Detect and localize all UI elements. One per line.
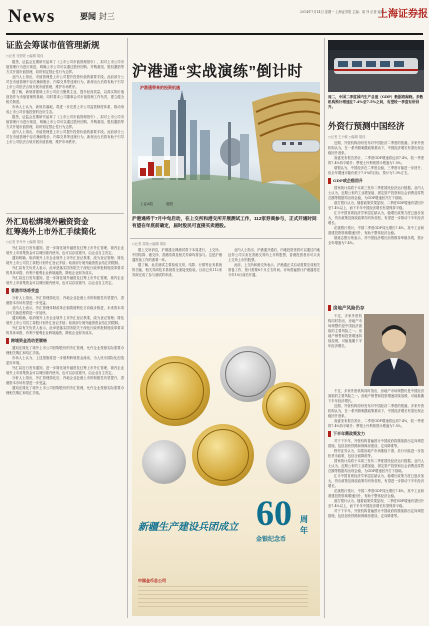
newspaper-logo: 上海证券报 [378, 9, 428, 20]
paragraph: 通知明确，取消境外上市企业境外上市外汇登记核准，改为登记管理；简化境外上市公司员工持股计划外汇登记手续；取消部分境外融资资金结汇的限制。 [6, 256, 124, 265]
center-summary: 沪港通将于7月中旬启动，在上交所和港交所开展测试工作，112家券商参与，正式开通时间有望在年底前确定，届时股民可直接买卖港股。 [132, 216, 317, 228]
silver-coin-right [266, 440, 310, 484]
paragraph: 国家统计局将于本周三发布二季度国民经济运行数据。业内人士认为，近期公布的工业增加值、固定资产投资和社会消费品零售总额等数据均出现企稳，为GDP增速回升打下基础。 [328, 459, 424, 473]
coin-sub: 金银纪念币 [256, 537, 287, 543]
paragraph: 高盛发布报告预计，二季度GDP增速将达到7.4%，较一季度的7.4%持平略升；摩根士丹利则预计增速为7.5%。 [328, 156, 424, 165]
paragraph: 据了解，新规将强调上市公司应当聚焦主业，提升经营质量，以真实的价值创造作为市值管理的基础；同时要求公司董事会对市值管理工作负责，建立健全相关制度。 [6, 90, 124, 104]
column-divider [324, 38, 325, 618]
main-headline: 沪港通“实战演练”倒计时 [132, 63, 304, 80]
skyline-illustration [132, 82, 320, 214]
tagline: 新疆生产建设兵团成立 [138, 522, 238, 533]
paragraph: 渣打银行认为，随着政策效果显现，二季度GDP增速有望回升至7.4%以上，而下半年中国经济增长有望保持平稳。 [328, 201, 424, 210]
issuer-logo: 中国金币总公司 [138, 578, 166, 583]
paragraph: 市场人士认为，上述措施将进一步便利跨境资金流动，为人民币国际化创造更好环境。 [6, 356, 124, 365]
paragraph: 德意志银行则表示，对中国经济增长前景维持审慎乐观，预计全年增速为7.4%。 [328, 236, 424, 245]
coin-ad-title [138, 492, 314, 552]
article-body [228, 248, 320, 313]
paragraph: 国家统计局将于本周三发布二季度国民经济运行数据。业内人士认为，近期公布的工业增加值、固定资产投资和社会消费品零售总额等数据均出现企稳，为GDP增速回升打下基础。 [328, 186, 424, 200]
right-headline: 外资行预测中国经济 [328, 121, 405, 131]
paragraph: 业内人士表示，外汇管理体制改革正朝着便利化方向稳步推进，未来资本项目可兑换进程将进一步加快。 [6, 306, 124, 315]
paragraph: 据上交所消息，沪港通全网测试将于本周进行，上交所、中国结算、港交所、香港结算及相关券商均将参与。这是沪港通准备工作的重要一环。 [132, 248, 222, 262]
paragraph: 外汇局近日发布通知，进一步简化境外融资及红筹上市外汇管理，境内企业境外上市募集资金可以调回境内使用，也可以存放境外，由企业自主决定。 [6, 366, 124, 375]
subheading: 下半年需政策发力 [328, 431, 424, 437]
chart-label: 港股 [166, 202, 173, 206]
section-word: News [8, 6, 56, 27]
paragraph: 对于下半年，外资机构普遍预计中国政府将继续推出定向调控措施，包括加快铁路和保障房建设、定向降准等。 [328, 509, 424, 518]
paragraph: 外汇局近日发布通知，进一步简化境外融资及红筹上市外汇管理，境内企业境外上市募集资金可以调回境内使用，也可以存放境外，由企业自主决定。 [6, 276, 124, 285]
article-headline: 外汇局松绑境外融资资金 红筹海外上市外汇手续简化 [6, 217, 96, 236]
coin-advertisement [132, 316, 320, 616]
paragraph: 外汇局近日发布通知，进一步简化境外融资及红筹上市外汇管理，境内企业境外上市募集资金可以调回境内使用，也可以存放境外，由企业自主决定。 [6, 246, 124, 255]
paragraph: 不过，多家外资机构同时指出，房地产市场调整仍是中国经济面临的主要风险之一。房地产销售和投资增速持续放缓，可能拖累下半年经济增长。 [328, 389, 424, 403]
paragraph: 花旗银行预计，中国二季度GDP同比增长7.4%，其中工业和基建投资领域增速回升，有助于整体经济企稳。 [328, 226, 424, 235]
paragraph: 此前，上交所和港交所表示，沪港通正式启动需要完成相关准备工作，预计需要6个月左右时间。市场普遍预计沪港通将在今年10月前后开通。 [228, 263, 320, 277]
fine-print [138, 586, 308, 608]
paragraph: 据悉，证监会近期研究起草了《上市公司市值管理指引》，拟对上市公司市值管理行为进行规范，明确上市公司可以通过股份回购、并购重组、股权激励等方式开展市值管理，同时划定禁止性行为边界。 [6, 115, 124, 129]
article-body [328, 389, 424, 617]
portrait-photo [364, 314, 424, 386]
paragraph: 外汇局有关负责人表示，此举是落实国务院关于深化行政审批制度改革要求的具体举措，有利于便利企业跨境融资，降低企业财务成本。 [6, 326, 124, 335]
paragraph: 渣打银行认为，随着政策效果显现，二季度GDP增速有望回升至7.4%以上，而下半年中国经济增长有望保持平稳。 [328, 499, 424, 508]
subheading: 跨境资金流动更顺畅 [6, 338, 124, 344]
subheading: 房地产风险仍存 [328, 305, 424, 312]
gold-coin-small [262, 382, 310, 430]
article-body [328, 141, 424, 301]
paragraph: 对于下半年，外资机构普遍预计中国政府将继续推出定向调控措施，包括加快铁路和保障房建设、定向降准等。 [328, 439, 424, 448]
anniversary-suffix: 周年 [300, 515, 308, 535]
article-byline: ○记者 刘翔 ○编辑 胡伟 [132, 242, 167, 246]
paragraph: 外汇局有关负责人表示，此举是落实国务院关于深化行政审批制度改革要求的具体举措，有利于便利企业跨境融资，降低企业财务成本。 [6, 266, 124, 275]
column-divider [127, 38, 128, 618]
paragraph: 近期，外资机构纷纷发布对中国经济二季度的预测。多家外资机构认为，在一系列微刺激政策推动下，中国经济增长有望出现企稳回升迹象。 [328, 404, 424, 418]
article-byline: ○记者 王小敏 ○编辑 胡伟 [328, 135, 366, 139]
divider [6, 213, 124, 214]
paragraph: 瑞银认为，中国经济在二季度企稳，三季度可能进一步回升，但全年增速可能仍低于7.5%的目标，预计为7.3%左右。 [328, 166, 424, 175]
paragraph: 汇丰中国首席经济学家屈宏斌认为，稳增长政策力度已逐步加大，货币政策及财政政策均有所放松，有望进一步推动下半年经济增长。 [328, 474, 424, 488]
paragraph: 业内人士指出，市值管理是上市公司提升投资价值的重要手段。此前部分公司在市值管理中存在操纵股价、内幕交易等违规行为，新规出台后将有助于引导上市公司依法合规开展市值管理，维护市场秩序。 [6, 130, 124, 144]
right-photo [328, 40, 424, 92]
paragraph: 高盛发布报告预计，二季度GDP增速将达到7.4%，较一季度的7.4%持平略升；摩根士丹利则预计增速为7.5%。 [328, 419, 424, 428]
paragraph: 通知还简化了境外上市公司回购股份的外汇管理，允许企业按照实际需要办理相关购汇和结汇手续。 [6, 346, 124, 355]
gold-coin-large [140, 356, 210, 426]
paragraph: 花旗银行预计，中国二季度GDP同比增长7.4%，其中工业和基建投资领域增速回升，有助于整体经济企稳。 [328, 489, 424, 498]
article-byline: ○记者 李丹丹 ○编辑 胡伟 [6, 240, 44, 244]
paragraph: 不过，多家外资机构同时指出，房地产市场调整仍是中国经济面临的主要风险之一。房地产销售和投资增速持续放缓，可能拖累下半年经济增长。 [328, 314, 362, 348]
person-icon [364, 314, 424, 386]
paragraph: 据了解，此次测试主要检验交易、结算、行情等业务系统的功能，相关券商技术系统将全面接受检验。目前已有112家券商完成了参与测试的申请。 [132, 263, 222, 277]
paragraph: 近期，外资机构纷纷发布对中国经济二季度的预测。多家外资机构认为，在一系列微刺激政策推动下，中国经济增长有望出现企稳回升迹象。 [328, 141, 424, 155]
masthead-rule [6, 33, 423, 35]
paragraph: 业内人士指出，沪港通开通后，内地投资者将可以通过内地证券公司买卖在香港交易所上市的股票，香港投资者亦可买卖上交所上市的股票。 [228, 248, 320, 262]
paragraph: 通知明确，取消境外上市企业境外上市外汇登记核准，改为登记管理；简化境外上市公司员工持股计划外汇登记手续；取消部分境外融资资金结汇的限制。 [6, 316, 124, 325]
right-summary: 周二，中国二季度国内生产总值（GDP）数据将揭晓。多数机构预计增速在7.4%至7.5%之间，有望较一季度有所回升。 [328, 95, 424, 109]
article-body [6, 246, 124, 596]
subheading: GDP或企稳回升 [328, 178, 424, 184]
article-body [132, 248, 222, 313]
divider [130, 238, 322, 239]
gold-coin-center [192, 424, 254, 486]
article-body [6, 60, 124, 210]
metro-photo [328, 40, 424, 92]
subheading: 香港市场将受益 [6, 288, 124, 294]
paragraph: 业内人士指出，市值管理是上市公司提升投资价值的重要手段。此前部分公司在市值管理中存在操纵股价、内幕交易等违规行为，新规出台后将有助于引导上市公司依法合规开展市值管理，维护市场秩序。 [6, 75, 124, 89]
date-line: 2014年7月14日 星期一 上海证券报 主编：周 刊 记者 编辑 [300, 10, 385, 14]
paragraph: 野村证券认为，如果房地产市场继续下滑，央行可能进一步放松货币政策，包括全面降准等。 [328, 449, 424, 458]
article-headline: 证监会筹谋市值管理新规 [6, 40, 100, 50]
article-byline: ○记者 马婷婷 ○编辑 胡伟 [6, 54, 44, 58]
box-section [328, 305, 424, 312]
silver-coin-small [142, 440, 186, 484]
paragraph: 据悉，证监会近期研究起草了《上市公司市值管理指引》，拟对上市公司市值管理行为进行规范，明确上市公司可以通过股份回购、并购重组、股权激励等方式开展市值管理，同时划定禁止性行为边界。 [6, 60, 124, 74]
illustration [132, 82, 320, 214]
paragraph: 分析人士指出，外汇管理简化后，内地企业赴港上市的积极性有望提升，香港资本市场有望进一步受益。 [6, 376, 124, 385]
paragraph: 市场人士认为，新规若落地，将进一步完善上市公司监管制度体系，推动形成上市公司价值投资的良好生态。 [6, 105, 124, 114]
illustration-caption: 沪港通带来的投资机遇 [140, 85, 180, 90]
anniversary-number: 60 [256, 493, 292, 533]
section-title: 要闻 封三 [80, 11, 115, 21]
article-body [328, 314, 362, 386]
paragraph: 分析人士指出，外汇管理简化后，内地企业赴港上市的积极性有望提升，香港资本市场有望进一步受益。 [6, 296, 124, 305]
chart-label: 上证A股 [140, 202, 154, 206]
left-column [6, 38, 124, 623]
paragraph: 汇丰中国首席经济学家屈宏斌认为，稳增长政策力度已逐步加大，货币政策及财政政策均有所放松，有望进一步推动下半年经济增长。 [328, 211, 424, 225]
paragraph: 通知还简化了境外上市公司回购股份的外汇管理，允许企业按照实际需要办理相关购汇和结汇手续。 [6, 386, 124, 395]
